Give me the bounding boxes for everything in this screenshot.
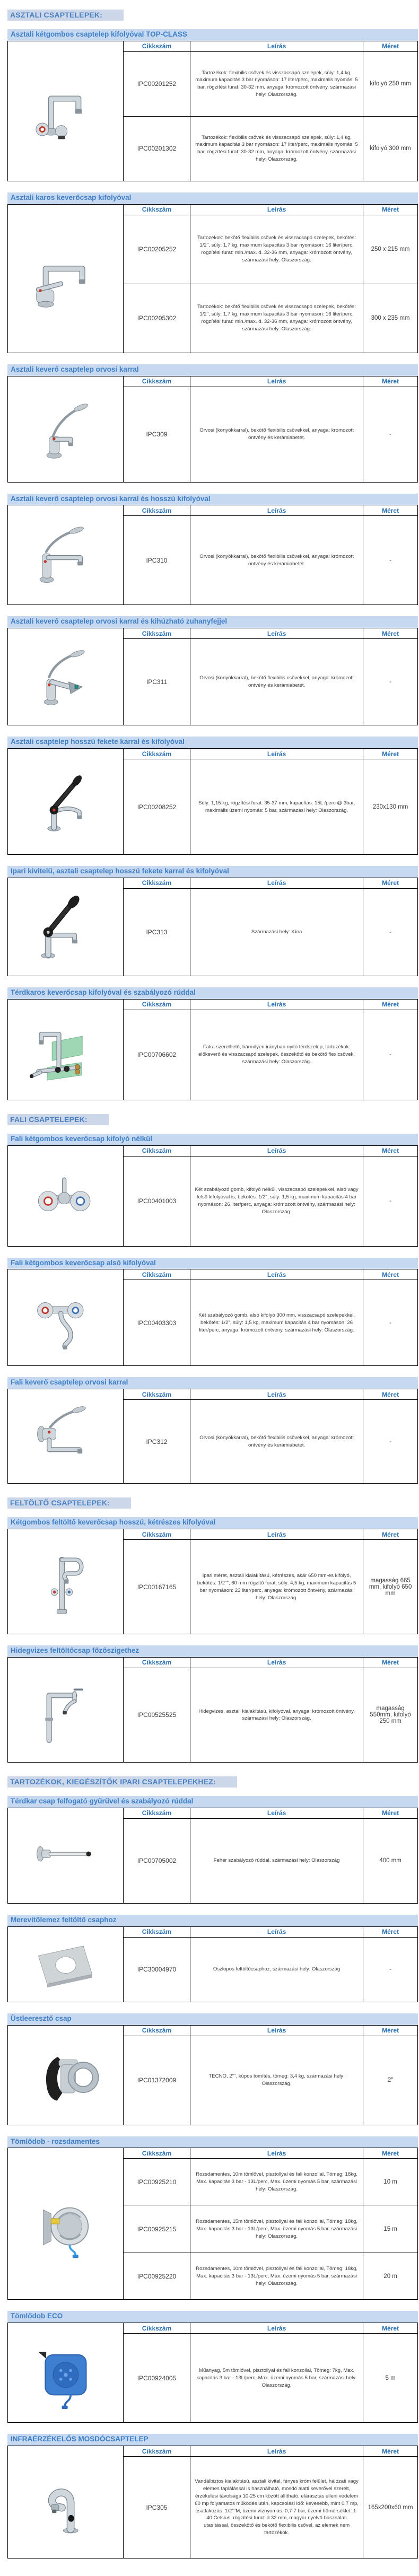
product-size: 20 m	[363, 2253, 418, 2300]
section-title: Fali kétgombos keverőcsap alsó kifolyóval	[7, 1258, 418, 1269]
product-table	[7, 2148, 418, 2300]
product-description: Tartozékok: flexibilis csövek és visszacsapó szelepek, súly: 1,4 kg, maximum kapacitás 3 bar nyomáson: 17 liter/perc, maximális nyomás: 5 bar, rögzítési furat: 30-32 mm, anyaga: krómozott öntvény, származási hely: Olaszország.	[190, 51, 363, 116]
column-header-size: Méret	[363, 1926, 418, 1937]
column-header-size: Méret	[363, 628, 418, 639]
product-size: -	[363, 1010, 418, 1100]
product-size: magasság 665 mm, kifolyó 650 mm	[363, 1540, 418, 1634]
cold-water-filler-tap-image	[8, 1657, 124, 1762]
product-table	[7, 748, 418, 855]
category-heading: FELTÖLTŐ CSAPTELEPEK:	[7, 1497, 131, 1509]
article-code: IPC00705002	[123, 1818, 190, 1903]
product-table	[7, 1926, 418, 2002]
product-size: magasság 550mm, kifolyó 250 mm	[363, 1668, 418, 1762]
column-header-code: Cikkszám	[123, 2323, 190, 2334]
article-code: IPC00201302	[123, 116, 190, 181]
column-header-size: Méret	[363, 1808, 418, 1818]
article-code: IPC00403303	[123, 1280, 190, 1366]
product-section	[7, 29, 418, 181]
column-header-code: Cikkszám	[123, 1926, 190, 1937]
black-lever-tap-image	[8, 749, 124, 855]
medical-lever-basin-tap-image	[8, 376, 124, 482]
product-size: -	[363, 1280, 418, 1366]
product-size: -	[363, 639, 418, 725]
category-row	[7, 1776, 418, 1788]
column-header-code: Cikkszám	[123, 505, 190, 516]
article-code: IPC313	[123, 888, 190, 976]
column-header-code: Cikkszám	[123, 628, 190, 639]
section-title: Asztali kétgombos csaptelep kifolyóval TOP-CLASS	[7, 29, 418, 41]
section-title: Asztali keverő csaptelep orvosi karral	[7, 364, 418, 376]
article-code: IPC311	[123, 639, 190, 725]
product-table	[7, 41, 418, 181]
article-code: IPC00208252	[123, 759, 190, 855]
section-title: Ipari kivitelű, asztali csaptelep hosszú fekete karral és kifolyóval	[7, 866, 418, 878]
column-header-code: Cikkszám	[123, 204, 190, 215]
product-section	[7, 494, 418, 606]
section-title: Tömlődob - rozsdamentes	[7, 2136, 418, 2148]
column-header-size: Méret	[363, 41, 418, 51]
product-section	[7, 1915, 418, 2002]
column-header-size: Méret	[363, 376, 418, 387]
product-section	[7, 1796, 418, 1904]
section-title: Tömlődob ECO	[7, 2311, 418, 2323]
section-title: Térdkar csap felfogató gyűrűvel és szabályozó rúddal	[7, 1796, 418, 1808]
product-section	[7, 737, 418, 855]
product-table	[7, 999, 418, 1100]
product-table	[7, 628, 418, 725]
lever-deck-faucet-image	[8, 204, 124, 353]
column-header-code: Cikkszám	[123, 376, 190, 387]
column-header-description: Leírás	[190, 2025, 363, 2036]
column-header-description: Leírás	[190, 2323, 363, 2334]
column-header-code: Cikkszám	[123, 1145, 190, 1156]
product-size: -	[363, 387, 418, 482]
category-row	[7, 1497, 418, 1509]
article-code: IPC305	[123, 2457, 190, 2559]
column-header-code: Cikkszám	[123, 2148, 190, 2159]
category-heading: FALI CSAPTELEPEK:	[7, 1114, 109, 1125]
column-header-description: Leírás	[190, 2148, 363, 2159]
article-code: IPC00925215	[123, 2205, 190, 2253]
product-description: Orvosi (könyökkarral), bekötő flexibilis csövekkel, anyaga: krómozott öntvény és kerámiabetét.	[190, 516, 363, 605]
infrared-sensor-tap-image	[8, 2446, 124, 2559]
product-description: Falra szerelhető, bármilyen irányban nyitó térdszelep, tartozékok: előkeverő és visszacsapó szelepek, összekötő és bekötő flexicsövek, származási hely: Olaszország.	[190, 1010, 363, 1100]
column-header-size: Méret	[363, 1529, 418, 1540]
product-section	[7, 1134, 418, 1247]
section-title: Merevítőlemez feltöltő csaphoz	[7, 1915, 418, 1926]
product-size: 250 x 215 mm	[363, 215, 418, 284]
column-header-code: Cikkszám	[123, 999, 190, 1010]
column-header-size: Méret	[363, 2025, 418, 2036]
column-header-size: Méret	[363, 1145, 418, 1156]
category-heading: ASZTALI CSAPTELEPEK:	[7, 10, 124, 21]
column-header-size: Méret	[363, 204, 418, 215]
stainless-hose-reel-image	[8, 2148, 124, 2300]
column-header-code: Cikkszám	[123, 41, 190, 51]
product-section	[7, 1377, 418, 1484]
tall-filler-column-tap-image	[8, 1529, 124, 1634]
column-header-code: Cikkszám	[123, 1657, 190, 1668]
section-title: Fali kétgombos keverőcsap kifolyó nélkül	[7, 1134, 418, 1145]
product-size: -	[363, 1400, 418, 1484]
product-description: Tartozékok: flexibilis csövek és visszacsapó szelepek, súly: 1,4 kg, maximum kapacitás 3 bar nyomáson: 17 liter/perc, maximális nyomás: 5 bar, rögzítési furat: 30-32 mm, anyaga: krómozott öntvény, származási hely: Olaszország.	[190, 116, 363, 181]
section-title: Térdkaros keverőcsap kifolyóval és szabályozó rúddal	[7, 987, 418, 999]
category-heading: TARTOZÉKOK, KIEGÉSZÍTŐK IPARI CSAPTELEPEKHEZ:	[7, 1776, 237, 1788]
column-header-description: Leírás	[190, 41, 363, 51]
article-code: IPC00167165	[123, 1540, 190, 1634]
column-header-description: Leírás	[190, 1657, 363, 1668]
kettle-drain-valve-image	[8, 2025, 124, 2125]
column-header-description: Leírás	[190, 1269, 363, 1280]
product-size: kifolyó 250 mm	[363, 51, 418, 116]
column-header-code: Cikkszám	[123, 2025, 190, 2036]
column-header-size: Méret	[363, 1269, 418, 1280]
product-table	[7, 1269, 418, 1366]
product-size: 230x130 mm	[363, 759, 418, 855]
product-section	[7, 866, 418, 976]
product-section	[7, 1517, 418, 1634]
column-header-size: Méret	[363, 1389, 418, 1400]
product-section	[7, 2136, 418, 2300]
section-title: Asztali keverő csaptelep orvosi karral és hosszú kifolyóval	[7, 494, 418, 505]
product-description: Fehér szabályozó rúddal, származási hely: Olaszország	[190, 1818, 363, 1903]
product-table	[7, 1389, 418, 1484]
column-header-size: Méret	[363, 999, 418, 1010]
product-section	[7, 1645, 418, 1763]
product-size: -	[363, 888, 418, 976]
product-size: -	[363, 516, 418, 605]
article-code: IPC00401003	[123, 1156, 190, 1246]
column-header-description: Leírás	[190, 1529, 363, 1540]
eco-hose-reel-image	[8, 2323, 124, 2423]
column-header-code: Cikkszám	[123, 1808, 190, 1818]
article-code: IPC00925210	[123, 2159, 190, 2205]
column-header-code: Cikkszám	[123, 1389, 190, 1400]
product-table	[7, 376, 418, 483]
product-description: Műanyag, 5m tömlővel, pisztollyal és fali konzollal, Tömeg: 7kg, Max. kapacitás 3 bar - 13L/perc, Max. üzemi nyomás 5 bar, származási hely: Olaszország.	[190, 2334, 363, 2423]
product-description: Súly: 1,15 kg, rögzítési furat: 35-37 mm, kapacítás: 15L /perc @ 3bar, maximális üzemi nyomás: 5 bar, származási hely: Olaszország.	[190, 759, 363, 855]
column-header-description: Leírás	[190, 628, 363, 639]
product-size: 15 m	[363, 2205, 418, 2253]
column-header-description: Leírás	[190, 999, 363, 1010]
article-code: IPC00525525	[123, 1668, 190, 1762]
article-code: IPC00924005	[123, 2334, 190, 2423]
product-section	[7, 2434, 418, 2559]
column-header-code: Cikkszám	[123, 2446, 190, 2457]
column-header-description: Leírás	[190, 1808, 363, 1818]
column-header-code: Cikkszám	[123, 749, 190, 759]
product-size: 400 mm	[363, 1818, 418, 1903]
control-rod-image	[8, 1808, 124, 1903]
product-description: Orvosi (könyökkarral), bekötő flexibilis csövekkel, anyaga: krómozott öntvény és kerámiabetét.	[190, 387, 363, 482]
category-row	[7, 10, 418, 21]
product-section	[7, 192, 418, 353]
section-title: Fali keverő csaptelep orvosi karral	[7, 1377, 418, 1389]
product-size: 10 m	[363, 2159, 418, 2205]
medical-lever-pullout-shower-tap-image	[8, 628, 124, 725]
column-header-description: Leírás	[190, 2446, 363, 2457]
column-header-size: Méret	[363, 505, 418, 516]
column-header-code: Cikkszám	[123, 1529, 190, 1540]
article-code: IPC30004970	[123, 1937, 190, 2002]
product-table	[7, 2446, 418, 2559]
section-title: Asztali csaptelep hosszú fekete karral és kifolyóval	[7, 737, 418, 748]
column-header-description: Leírás	[190, 1145, 363, 1156]
mounting-plate-image	[8, 1926, 124, 2002]
column-header-description: Leírás	[190, 1389, 363, 1400]
column-header-description: Leírás	[190, 204, 363, 215]
column-header-size: Méret	[363, 2446, 418, 2457]
article-code: IPC00925220	[123, 2253, 190, 2300]
article-code: IPC310	[123, 516, 190, 605]
product-size: kifolyó 300 mm	[363, 116, 418, 181]
column-header-size: Méret	[363, 2323, 418, 2334]
product-size: 165x200x60 mm	[363, 2457, 418, 2559]
wall-two-knob-s-spout-mixer-image	[8, 1269, 124, 1366]
product-section	[7, 987, 418, 1100]
article-code: IPC00201252	[123, 51, 190, 116]
product-section	[7, 364, 418, 483]
column-header-size: Méret	[363, 1657, 418, 1668]
product-description: Rozsdamentes, 10m tömlővel, pisztollyal és fali konzollal, Tömeg: 18kg, Max. kapacitás 3 bar - 13L/perc, Max. üzemi nyomás 5 bar, származási hely: Olaszország.	[190, 2159, 363, 2205]
article-code: IPC00706602	[123, 1010, 190, 1100]
product-table	[7, 1145, 418, 1247]
wall-medical-lever-tap-image	[8, 1389, 124, 1484]
column-header-description: Leírás	[190, 376, 363, 387]
article-code: IPC00205302	[123, 284, 190, 353]
article-code: IPC312	[123, 1400, 190, 1484]
product-description: Rozsdamentes, 10m tömlővel, pisztollyal és fali konzollal, Tömeg: 18kg, Max. kapacitás 3 bar - 13L/perc, Max. üzemi nyomás 5 bar, származási hely: Olaszország.	[190, 2253, 363, 2300]
product-size: 5 m	[363, 2334, 418, 2423]
product-description: Orvosi (könyökkarral), bekötő flexibilis csövekkel, anyaga: krómozott öntvény és kerámiabetét.	[190, 1400, 363, 1484]
article-code: IPC309	[123, 387, 190, 482]
section-title: INFRAÉRZÉKELŐS MOSDÓCSAPTELEP	[7, 2434, 418, 2446]
product-description: Orvosi (könyökkarral), bekötő flexibilis csövekkel, anyaga: krómozott öntvény és kerámiabetét.	[190, 639, 363, 725]
column-header-size: Méret	[363, 749, 418, 759]
industrial-black-lever-tap-image	[8, 878, 124, 976]
column-header-code: Cikkszám	[123, 1269, 190, 1280]
product-description: Tartozékok: bekötő flexibilis csövek és visszacsapó szelepek, bekötés: 1/2", súly: 1,7 kg, maximum kapacitás 3 bar nyomáson: 16 liter/perc, rögzítési furat: min./max. d. 32-36 mm, anyaga: krómozott öntvény, származási hely: Olaszország.	[190, 215, 363, 284]
column-header-description: Leírás	[190, 749, 363, 759]
product-table	[7, 1808, 418, 1904]
product-description: Ipari méret, asztali kialakítású, kétrészes, akár 650 mm-es kifolyó, bekötés: 1/2"", 60 mm rögzítő furat, súly: 4,5 kg, maximum kapacitás 5 bar nyomáson: 23 liter/perc, anyaga: krómozott öntvény, származási hely: Olaszország.	[190, 1540, 363, 1634]
product-section	[7, 616, 418, 725]
product-size: 300 x 235 mm	[363, 284, 418, 353]
section-title: Üstleeresztő csap	[7, 2013, 418, 2025]
two-knob-deck-faucet-image	[8, 41, 124, 181]
column-header-size: Méret	[363, 878, 418, 888]
section-title: Asztali keverő csaptelep orvosi karral és kihúzható zuhanyfejjel	[7, 616, 418, 628]
product-description: Tartozékok: bekötő flexibilis csövek és visszacsapó szelepek, bekötés: 1/2", súly: 1,7 kg, maximum kapacitás 3 bar nyomáson: 16 liter/perc, rögzítési furat: min./max. d. 32-36 mm, anyaga: krómozott öntvény, származási hely: Olaszország.	[190, 284, 363, 353]
column-header-description: Leírás	[190, 878, 363, 888]
column-header-description: Leírás	[190, 505, 363, 516]
product-table	[7, 505, 418, 605]
product-description: Oszlopos feltöltőcsaphoz, származási hely: Olaszország	[190, 1937, 363, 2002]
knee-operated-mixer-image	[8, 999, 124, 1100]
product-section	[7, 1258, 418, 1366]
article-code: IPC01372009	[123, 2036, 190, 2125]
product-section	[7, 2013, 418, 2125]
article-code: IPC00205252	[123, 215, 190, 284]
product-description: Két szabályozó gomb, kifolyó nélkül, visszacsapó szelepekkel, alsó vagy felső kifolyóval is, bekötés: 1/2", súly: 1,5 kg, maximum kapacitás 4 bar nyomáson: 26 liter/perc, anyaga: krómozott öntvény, származási hely: Olaszország.	[190, 1156, 363, 1246]
section-title: Hidegvizes feltöltőcsap főzőszigethez	[7, 1645, 418, 1657]
product-section	[7, 2311, 418, 2423]
product-table	[7, 204, 418, 353]
product-table	[7, 878, 418, 976]
product-description: Származási hely: Kína	[190, 888, 363, 976]
product-description: Hidegvizes, asztali kialakítású, kifolyóval, anyaga: krómozott öntvény, származási hely: Olaszország.	[190, 1668, 363, 1762]
product-description: Két szabályozó gomb, alsó kifolyó 300 mm, visszacsapó szelepekkel, bekötés: 1/2", súly: 1,5 kg, maximum kapacitás 4 bar nyomáson: 26 liter/perc, anyaga: krómozott öntvény, származási hely: Olaszország.	[190, 1280, 363, 1366]
product-description: Vandálbiztos kialakítású, asztali kivitel, fényes króm felület, hálózati vagy elemes táplálással is használható, mosdó alatti keverővel szerelt, érzékelési távolsága 10-25 cm között állítható, elárasztás elleni védelem 60 mp folyamatos működés után, kapcsolási idő: kevesebb, mint 0,7 mp, csatlakozás: 1/2""M, üzemi víznyomás: 0,7-7 bar, üzemi hőmérséklet: 1-40 Celsius, rögzítési furat: d 32 mm, magyar nyelvű használati utasítással, összekötő és bekötő flexibilis csővel, az elemek nem tartozékok.	[190, 2457, 363, 2559]
product-size: -	[363, 1937, 418, 2002]
product-table	[7, 1657, 418, 1763]
column-header-description: Leírás	[190, 1926, 363, 1937]
section-title: Asztali karos keverőcsap kifolyóval	[7, 192, 418, 204]
product-description: Rozsdamentes, 15m tömlővel, pisztollyal és fali konzollal, Tömeg: 18kg, Max. kapacitás 3 bar - 13L/perc, Max. üzemi nyomás 5 bar, származási hely: Olaszország.	[190, 2205, 363, 2253]
product-table	[7, 2323, 418, 2423]
wall-two-knob-mixer-image	[8, 1145, 124, 1246]
product-size: -	[363, 1156, 418, 1246]
category-row	[7, 1114, 418, 1125]
product-table	[7, 2025, 418, 2125]
column-header-size: Méret	[363, 2148, 418, 2159]
medical-lever-long-spout-tap-image	[8, 505, 124, 605]
product-table	[7, 1529, 418, 1634]
product-size: 2"	[363, 2036, 418, 2125]
column-header-code: Cikkszám	[123, 878, 190, 888]
product-description: TECNO, 2"", kúpos tömítés, tömeg: 3,4 kg, származási hely: Olaszország.	[190, 2036, 363, 2125]
section-title: Kétgombos feltöltő keverőcsap hosszú, kétrészes kifolyóval	[7, 1517, 418, 1529]
